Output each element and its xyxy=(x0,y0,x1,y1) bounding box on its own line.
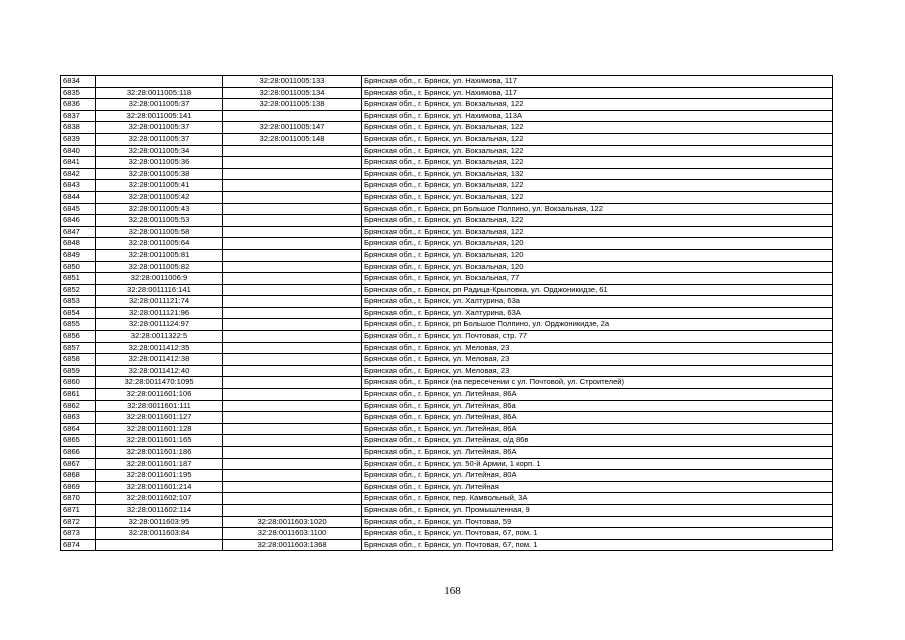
cadastral-number-cell: 32:28:0011006:9 xyxy=(96,273,223,285)
address-cell: Брянская обл., г. Брянск, ул. Нахимова, 117 xyxy=(362,87,833,99)
address-cell: Брянская обл., г. Брянск, ул. Вокзальная, 132 xyxy=(362,168,833,180)
row-number-cell: 6862 xyxy=(61,400,96,412)
sub-cadastral-number-cell: 32:28:0011005:148 xyxy=(223,133,362,145)
sub-cadastral-number-cell xyxy=(223,481,362,493)
sub-cadastral-number-cell xyxy=(223,354,362,366)
cadastral-number-cell: 32:28:0011601:106 xyxy=(96,389,223,401)
table-row xyxy=(61,493,833,505)
address-cell: Брянская обл., г. Брянск, ул. Литейная, о/д 86в xyxy=(362,435,833,447)
sub-cadastral-number-cell xyxy=(223,215,362,227)
sub-cadastral-number-cell: 32:28:0011005:133 xyxy=(223,76,362,88)
cadastral-number-cell: 32:28:0011470:1095 xyxy=(96,377,223,389)
address-cell: Брянская обл., г. Брянск, рп Радица-Крыловка, ул. Орджоникидзе, 61 xyxy=(362,284,833,296)
table-row xyxy=(61,284,833,296)
cadastral-number-cell: 32:28:0011005:42 xyxy=(96,191,223,203)
table-row xyxy=(61,215,833,227)
cadastral-number-cell: 32:28:0011601:127 xyxy=(96,412,223,424)
address-cell: Брянская обл., г. Брянск, ул. Почтовая, 59 xyxy=(362,516,833,528)
cadastral-number-cell: 32:28:0011601:128 xyxy=(96,423,223,435)
row-number-cell: 6837 xyxy=(61,110,96,122)
table-row xyxy=(61,191,833,203)
table-row xyxy=(61,423,833,435)
table-row xyxy=(61,319,833,331)
address-cell: Брянская обл., г. Брянск, ул. Литейная, 86а xyxy=(362,400,833,412)
cadastral-number-cell: 32:28:0011601:214 xyxy=(96,481,223,493)
table-row xyxy=(61,307,833,319)
row-number-cell: 6853 xyxy=(61,296,96,308)
row-number-cell: 6839 xyxy=(61,133,96,145)
sub-cadastral-number-cell xyxy=(223,284,362,296)
row-number-cell: 6850 xyxy=(61,261,96,273)
sub-cadastral-number-cell: 32:28:0011603:1020 xyxy=(223,516,362,528)
table-row xyxy=(61,389,833,401)
row-number-cell: 6874 xyxy=(61,539,96,551)
address-cell: Брянская обл., г. Брянск, ул. Вокзальная, 122 xyxy=(362,191,833,203)
sub-cadastral-number-cell xyxy=(223,203,362,215)
row-number-cell: 6852 xyxy=(61,284,96,296)
cadastral-number-cell: 32:28:0011601:195 xyxy=(96,470,223,482)
sub-cadastral-number-cell: 32:28:0011005:147 xyxy=(223,122,362,134)
cadastral-number-cell: 32:28:0011005:64 xyxy=(96,238,223,250)
cadastral-number-cell: 32:28:0011124:97 xyxy=(96,319,223,331)
row-number-cell: 6854 xyxy=(61,307,96,319)
row-number-cell: 6866 xyxy=(61,447,96,459)
table-row xyxy=(61,331,833,343)
sub-cadastral-number-cell xyxy=(223,226,362,238)
address-cell: Брянская обл., г. Брянск, ул. Литейная xyxy=(362,481,833,493)
cadastral-number-cell: 32:28:0011603:84 xyxy=(96,528,223,540)
address-cell: Брянская обл., г. Брянск, ул. Вокзальная, 122 xyxy=(362,226,833,238)
sub-cadastral-number-cell xyxy=(223,145,362,157)
address-cell: Брянская обл., г. Брянск, ул. Вокзальная, 122 xyxy=(362,133,833,145)
table-row xyxy=(61,238,833,250)
address-cell: Брянская обл., г. Брянск, рп Большое Полпино, ул. Орджоникидзе, 2а xyxy=(362,319,833,331)
table-row xyxy=(61,481,833,493)
table-row xyxy=(61,99,833,111)
sub-cadastral-number-cell xyxy=(223,319,362,331)
sub-cadastral-number-cell xyxy=(223,110,362,122)
cadastral-number-cell: 32:28:0011005:53 xyxy=(96,215,223,227)
table-row xyxy=(61,168,833,180)
row-number-cell: 6865 xyxy=(61,435,96,447)
sub-cadastral-number-cell xyxy=(223,238,362,250)
table-row xyxy=(61,354,833,366)
table-row xyxy=(61,180,833,192)
sub-cadastral-number-cell xyxy=(223,412,362,424)
table-row xyxy=(61,377,833,389)
cadastral-number-cell: 32:28:0011005:82 xyxy=(96,261,223,273)
cadastral-number-cell xyxy=(96,539,223,551)
row-number-cell: 6871 xyxy=(61,504,96,516)
row-number-cell: 6861 xyxy=(61,389,96,401)
sub-cadastral-number-cell xyxy=(223,389,362,401)
address-cell: Брянская обл., г. Брянск, ул. Меловая, 23 xyxy=(362,365,833,377)
table-row xyxy=(61,504,833,516)
row-number-cell: 6870 xyxy=(61,493,96,505)
table-row xyxy=(61,87,833,99)
row-number-cell: 6860 xyxy=(61,377,96,389)
cadastral-number-cell: 32:28:0011601:187 xyxy=(96,458,223,470)
table-row xyxy=(61,76,833,88)
address-cell: Брянская обл., г. Брянск, ул. Халтурина, 63А xyxy=(362,307,833,319)
sub-cadastral-number-cell xyxy=(223,191,362,203)
row-number-cell: 6840 xyxy=(61,145,96,157)
table-row xyxy=(61,400,833,412)
address-cell: Брянская обл., г. Брянск, ул. Вокзальная, 77 xyxy=(362,273,833,285)
table-row xyxy=(61,539,833,551)
row-number-cell: 6872 xyxy=(61,516,96,528)
sub-cadastral-number-cell xyxy=(223,493,362,505)
cadastral-number-cell: 32:28:0011121:74 xyxy=(96,296,223,308)
sub-cadastral-number-cell xyxy=(223,470,362,482)
sub-cadastral-number-cell xyxy=(223,423,362,435)
sub-cadastral-number-cell xyxy=(223,168,362,180)
address-cell: Брянская обл., г. Брянск, ул. Меловая, 23 xyxy=(362,342,833,354)
cadastral-number-cell: 32:28:0011322:5 xyxy=(96,331,223,343)
address-cell: Брянская обл., г. Брянск, ул. Вокзальная, 122 xyxy=(362,157,833,169)
table-row xyxy=(61,435,833,447)
table-row xyxy=(61,412,833,424)
cadastral-number-cell xyxy=(96,76,223,88)
cadastral-number-cell: 32:28:0011412:35 xyxy=(96,342,223,354)
row-number-cell: 6848 xyxy=(61,238,96,250)
address-cell: Брянская обл., г. Брянск, ул. Вокзальная, 122 xyxy=(362,215,833,227)
sub-cadastral-number-cell xyxy=(223,273,362,285)
table-row xyxy=(61,273,833,285)
sub-cadastral-number-cell: 32:28:0011005:138 xyxy=(223,99,362,111)
table-row xyxy=(61,249,833,261)
row-number-cell: 6857 xyxy=(61,342,96,354)
sub-cadastral-number-cell xyxy=(223,435,362,447)
cadastral-number-cell: 32:28:0011005:41 xyxy=(96,180,223,192)
sub-cadastral-number-cell xyxy=(223,180,362,192)
row-number-cell: 6851 xyxy=(61,273,96,285)
sub-cadastral-number-cell xyxy=(223,331,362,343)
row-number-cell: 6836 xyxy=(61,99,96,111)
address-cell: Брянская обл., г. Брянск, ул. Почтовая, 67, пом. 1 xyxy=(362,539,833,551)
row-number-cell: 6845 xyxy=(61,203,96,215)
address-cell: Брянская обл., г. Брянск, ул. Халтурина, 63а xyxy=(362,296,833,308)
address-cell: Брянская обл., г. Брянск, ул. Промышленная, 9 xyxy=(362,504,833,516)
address-cell: Брянская обл., г. Брянск, ул. Нахимова, 113А xyxy=(362,110,833,122)
sub-cadastral-number-cell xyxy=(223,365,362,377)
address-cell: Брянская обл., г. Брянск, ул. Литейная, 86А xyxy=(362,389,833,401)
cadastral-number-cell: 32:28:0011412:38 xyxy=(96,354,223,366)
sub-cadastral-number-cell xyxy=(223,377,362,389)
row-number-cell: 6847 xyxy=(61,226,96,238)
row-number-cell: 6867 xyxy=(61,458,96,470)
address-cell: Брянская обл., г. Брянск, ул. 50-й Армии, 1 корп. 1 xyxy=(362,458,833,470)
address-cell: Брянская обл., г. Брянск, ул. Почтовая, стр. 77 xyxy=(362,331,833,343)
row-number-cell: 6868 xyxy=(61,470,96,482)
sub-cadastral-number-cell xyxy=(223,400,362,412)
table-row xyxy=(61,110,833,122)
row-number-cell: 6859 xyxy=(61,365,96,377)
cadastral-number-cell: 32:28:0011412:40 xyxy=(96,365,223,377)
sub-cadastral-number-cell: 32:28:0011603:1368 xyxy=(223,539,362,551)
address-cell: Брянская обл., г. Брянск, ул. Почтовая, 67, пом. 1 xyxy=(362,528,833,540)
address-cell: Брянская обл., г. Брянск, ул. Вокзальная, 122 xyxy=(362,180,833,192)
cadastral-number-cell: 32:28:0011005:141 xyxy=(96,110,223,122)
address-cell: Брянская обл., г. Брянск, ул. Вокзальная, 120 xyxy=(362,249,833,261)
sub-cadastral-number-cell xyxy=(223,249,362,261)
row-number-cell: 6863 xyxy=(61,412,96,424)
sub-cadastral-number-cell: 32:28:0011005:134 xyxy=(223,87,362,99)
cadastral-number-cell: 32:28:0011121:96 xyxy=(96,307,223,319)
address-cell: Брянская обл., г. Брянск, ул. Литейная, 86А xyxy=(362,423,833,435)
table-row xyxy=(61,458,833,470)
address-cell: Брянская обл., г. Брянск, ул. Вокзальная, 120 xyxy=(362,238,833,250)
cadastral-number-cell: 32:28:0011005:38 xyxy=(96,168,223,180)
table-row xyxy=(61,145,833,157)
sub-cadastral-number-cell xyxy=(223,458,362,470)
sub-cadastral-number-cell xyxy=(223,342,362,354)
cadastral-number-cell: 32:28:0011116:141 xyxy=(96,284,223,296)
row-number-cell: 6856 xyxy=(61,331,96,343)
address-cell: Брянская обл., г. Брянск, ул. Литейная, 86А xyxy=(362,412,833,424)
cadastral-number-cell: 32:28:0011005:36 xyxy=(96,157,223,169)
cadastral-number-cell: 32:28:0011601:186 xyxy=(96,447,223,459)
row-number-cell: 6835 xyxy=(61,87,96,99)
row-number-cell: 6846 xyxy=(61,215,96,227)
cadastral-number-cell: 32:28:0011603:95 xyxy=(96,516,223,528)
table-row xyxy=(61,516,833,528)
cadastral-number-cell: 32:28:0011601:111 xyxy=(96,400,223,412)
address-cell: Брянская обл., г. Брянск, пер. Камвольный, 3А xyxy=(362,493,833,505)
address-cell: Брянская обл., г. Брянск (на пересечении с ул. Почтовой, ул. Строителей) xyxy=(362,377,833,389)
sub-cadastral-number-cell: 32:28:0011603:1100 xyxy=(223,528,362,540)
address-cell: Брянская обл., г. Брянск, ул. Меловая, 23 xyxy=(362,354,833,366)
address-cell: Брянская обл., г. Брянск, ул. Литейная, 86А xyxy=(362,447,833,459)
address-cell: Брянская обл., г. Брянск, ул. Вокзальная, 122 xyxy=(362,122,833,134)
address-cell: Брянская обл., г. Брянск, ул. Вокзальная, 122 xyxy=(362,145,833,157)
cadastral-table-body xyxy=(61,76,833,551)
sub-cadastral-number-cell xyxy=(223,157,362,169)
table-row xyxy=(61,133,833,145)
row-number-cell: 6858 xyxy=(61,354,96,366)
row-number-cell: 6873 xyxy=(61,528,96,540)
address-cell: Брянская обл., г. Брянск, ул. Нахимова, 117 xyxy=(362,76,833,88)
row-number-cell: 6843 xyxy=(61,180,96,192)
cadastral-number-cell: 32:28:0011005:37 xyxy=(96,99,223,111)
sub-cadastral-number-cell xyxy=(223,504,362,516)
row-number-cell: 6842 xyxy=(61,168,96,180)
cadastral-number-cell: 32:28:0011005:118 xyxy=(96,87,223,99)
cadastral-number-cell: 32:28:0011005:81 xyxy=(96,249,223,261)
cadastral-number-cell: 32:28:0011005:37 xyxy=(96,122,223,134)
table-row xyxy=(61,342,833,354)
page-number: 168 xyxy=(444,585,461,597)
sub-cadastral-number-cell xyxy=(223,296,362,308)
row-number-cell: 6864 xyxy=(61,423,96,435)
table-row xyxy=(61,226,833,238)
address-cell: Брянская обл., г. Брянск, ул. Вокзальная, 120 xyxy=(362,261,833,273)
cadastral-number-cell: 32:28:0011005:43 xyxy=(96,203,223,215)
row-number-cell: 6834 xyxy=(61,76,96,88)
cadastral-number-cell: 32:28:0011005:34 xyxy=(96,145,223,157)
cadastral-number-cell: 32:28:0011602:107 xyxy=(96,493,223,505)
table-row xyxy=(61,470,833,482)
table-row xyxy=(61,122,833,134)
cadastral-number-cell: 32:28:0011005:58 xyxy=(96,226,223,238)
cadastral-table xyxy=(60,75,833,551)
address-cell: Брянская обл., г. Брянск, ул. Вокзальная, 122 xyxy=(362,99,833,111)
row-number-cell: 6841 xyxy=(61,157,96,169)
row-number-cell: 6869 xyxy=(61,481,96,493)
table-row xyxy=(61,296,833,308)
cadastral-number-cell: 32:28:0011005:37 xyxy=(96,133,223,145)
table-row xyxy=(61,365,833,377)
sub-cadastral-number-cell xyxy=(223,447,362,459)
cadastral-number-cell: 32:28:0011602:114 xyxy=(96,504,223,516)
table-row xyxy=(61,447,833,459)
row-number-cell: 6855 xyxy=(61,319,96,331)
sub-cadastral-number-cell xyxy=(223,307,362,319)
address-cell: Брянская обл., г. Брянск, ул. Литейная, 80А xyxy=(362,470,833,482)
table-row xyxy=(61,203,833,215)
row-number-cell: 6838 xyxy=(61,122,96,134)
table-row xyxy=(61,261,833,273)
sub-cadastral-number-cell xyxy=(223,261,362,273)
row-number-cell: 6844 xyxy=(61,191,96,203)
table-row xyxy=(61,157,833,169)
table-row xyxy=(61,528,833,540)
address-cell: Брянская обл., г. Брянск, рп Большое Полпино, ул. Вокзальная, 122 xyxy=(362,203,833,215)
cadastral-number-cell: 32:28:0011601:165 xyxy=(96,435,223,447)
row-number-cell: 6849 xyxy=(61,249,96,261)
